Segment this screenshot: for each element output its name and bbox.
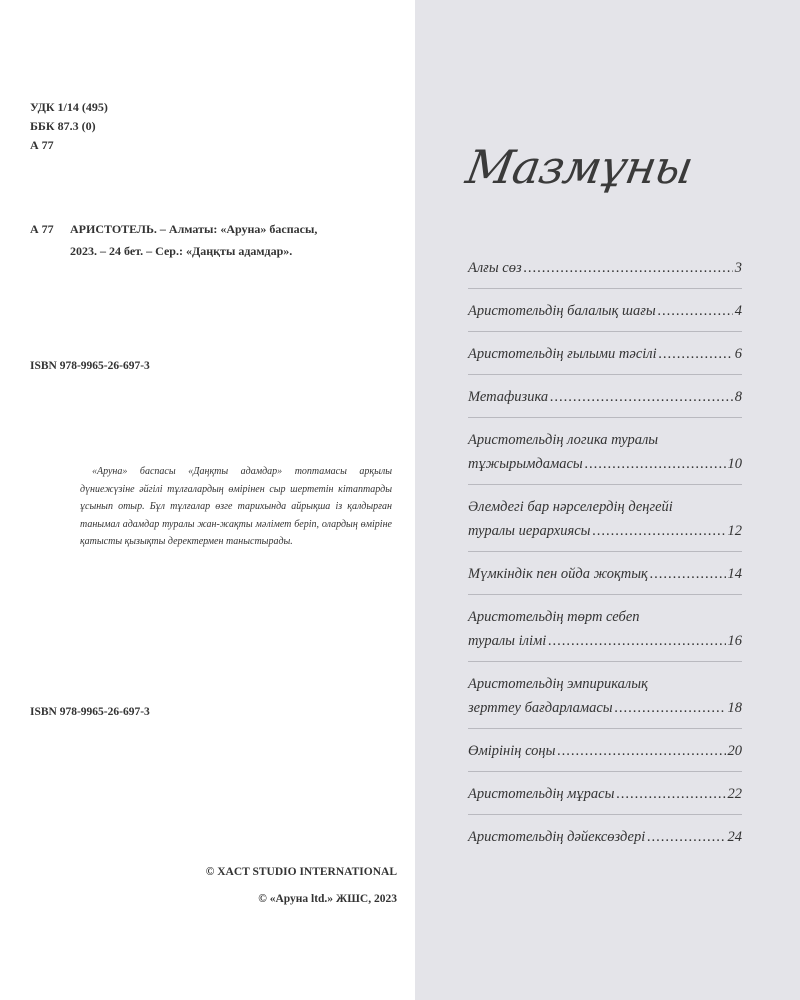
biblio-code: А 77 <box>30 222 54 236</box>
toc-leader-dots <box>585 452 726 476</box>
toc-entry-title: Аристотельдің ғылыми тәсілі <box>468 346 657 362</box>
toc-leader-dots <box>658 299 733 323</box>
toc-page-number: 4 <box>734 303 742 319</box>
toc-entry-title: туралы ілімі <box>468 633 547 649</box>
toc-page-number: 20 <box>727 743 742 759</box>
biblio-line-1: АРИСТОТЕЛЬ. – Алматы: «Аруна» баспасы, <box>70 222 318 236</box>
toc-leader-dots <box>557 739 725 763</box>
toc-entry[interactable] <box>468 825 742 849</box>
biblio-line-2: 2023. – 24 бет. – Сер.: «Даңқты адамдар». <box>70 244 293 258</box>
toc-title: Мазмұны <box>462 140 697 194</box>
author-mark: А 77 <box>30 138 54 152</box>
copyright-publisher: © «Аруна ltd.» ЖШС, 2023 <box>258 893 397 905</box>
toc-divider <box>468 331 742 332</box>
bbk-code: ББК 87.3 (0) <box>30 119 96 133</box>
toc-leader-dots <box>616 782 725 806</box>
toc-page-number: 16 <box>727 633 742 649</box>
toc-page-number: 24 <box>727 829 742 845</box>
toc-page-number: 10 <box>727 456 742 472</box>
toc-entry[interactable] <box>468 256 742 280</box>
toc-divider <box>468 484 742 485</box>
toc-page-number: 18 <box>727 700 742 716</box>
toc-entry[interactable] <box>468 495 742 543</box>
toc-entry-title: Аристотельдің эмпирикалық <box>468 676 648 692</box>
toc-entry[interactable] <box>468 782 742 806</box>
toc-entry-title: Мүмкіндік пен ойда жоқтық <box>468 566 648 582</box>
toc-divider <box>468 728 742 729</box>
toc-entry[interactable] <box>468 672 742 720</box>
toc-entry[interactable] <box>468 342 742 366</box>
toc-entry-title: туралы иерархиясы <box>468 523 591 539</box>
toc-page-number: 6 <box>734 346 742 362</box>
toc-entry-title: Әлемдегі бар нәрселердің деңгейі <box>468 499 673 515</box>
toc-divider <box>468 551 742 552</box>
toc-entry[interactable] <box>468 605 742 653</box>
isbn-bottom: ISBN 978-9965-26-697-3 <box>30 706 150 718</box>
toc-page-number: 14 <box>727 566 742 582</box>
toc-entry-title: Алғы сөз <box>468 260 522 276</box>
toc-leader-dots <box>550 385 733 409</box>
isbn-top: ISBN 978-9965-26-697-3 <box>30 360 150 372</box>
toc-leader-dots <box>615 696 726 720</box>
toc-page-number: 22 <box>727 786 742 802</box>
toc-list <box>468 256 742 849</box>
copyright-studio: © XACT STUDIO INTERNATIONAL <box>205 866 397 878</box>
toc-entry-title: Аристотельдің логика туралы <box>468 432 659 448</box>
toc-entry[interactable] <box>468 299 742 323</box>
annotation: «Аруна» баспасы «Даңқты адамдар» топтамасы арқылы дүниежүзіне әйгілі тұлғалардың өмірінен сыр шертетін кітаптарды ұсынып отыр. Бұл тұлғалар өзге тарихында айрықша із қалдырған танымал адамдар туралы жан-жақты мәлімет беріп, олардың өміріне қатысты қызықты деректермен таныстырады. <box>80 466 392 547</box>
toc-leader-dots <box>592 519 725 543</box>
toc-divider <box>468 417 742 418</box>
toc-entry[interactable] <box>468 739 742 763</box>
toc-page-number: 3 <box>734 260 742 276</box>
toc-entry-title: Өмірінің соңы <box>468 743 556 759</box>
toc-leader-dots <box>647 825 725 849</box>
toc-leader-dots <box>650 562 726 586</box>
toc-entry-title: Аристотельдің төрт себеп <box>468 609 640 625</box>
toc-entry[interactable] <box>468 428 742 476</box>
toc-entry-title: Аристотельдің мұрасы <box>468 786 615 802</box>
toc-divider <box>468 661 742 662</box>
toc-page-number: 12 <box>727 523 742 539</box>
toc-entry-title: Метафизика <box>468 389 549 405</box>
toc-page-number: 8 <box>734 389 742 405</box>
toc-leader-dots <box>524 256 733 280</box>
toc-divider <box>468 288 742 289</box>
toc-leader-dots <box>548 629 725 653</box>
toc-entry-title: зерттеу бағдарламасы <box>468 700 613 716</box>
toc-divider <box>468 594 742 595</box>
udc-code: УДК 1/14 (495) <box>30 100 108 114</box>
toc-entry-title: тұжырымдамасы <box>468 456 583 472</box>
bibliographic-record <box>30 218 400 262</box>
toc-leader-dots <box>659 342 733 366</box>
toc-divider <box>468 771 742 772</box>
toc-divider <box>468 814 742 815</box>
toc-entry-title: Аристотельдің балалық шағы <box>468 303 656 319</box>
toc-entry-title: Аристотельдің дәйексөздері <box>468 829 646 845</box>
toc-entry[interactable] <box>468 562 742 586</box>
toc-divider <box>468 374 742 375</box>
classification-codes <box>30 98 108 155</box>
toc-entry[interactable] <box>468 385 742 409</box>
contents-page <box>415 0 800 1000</box>
